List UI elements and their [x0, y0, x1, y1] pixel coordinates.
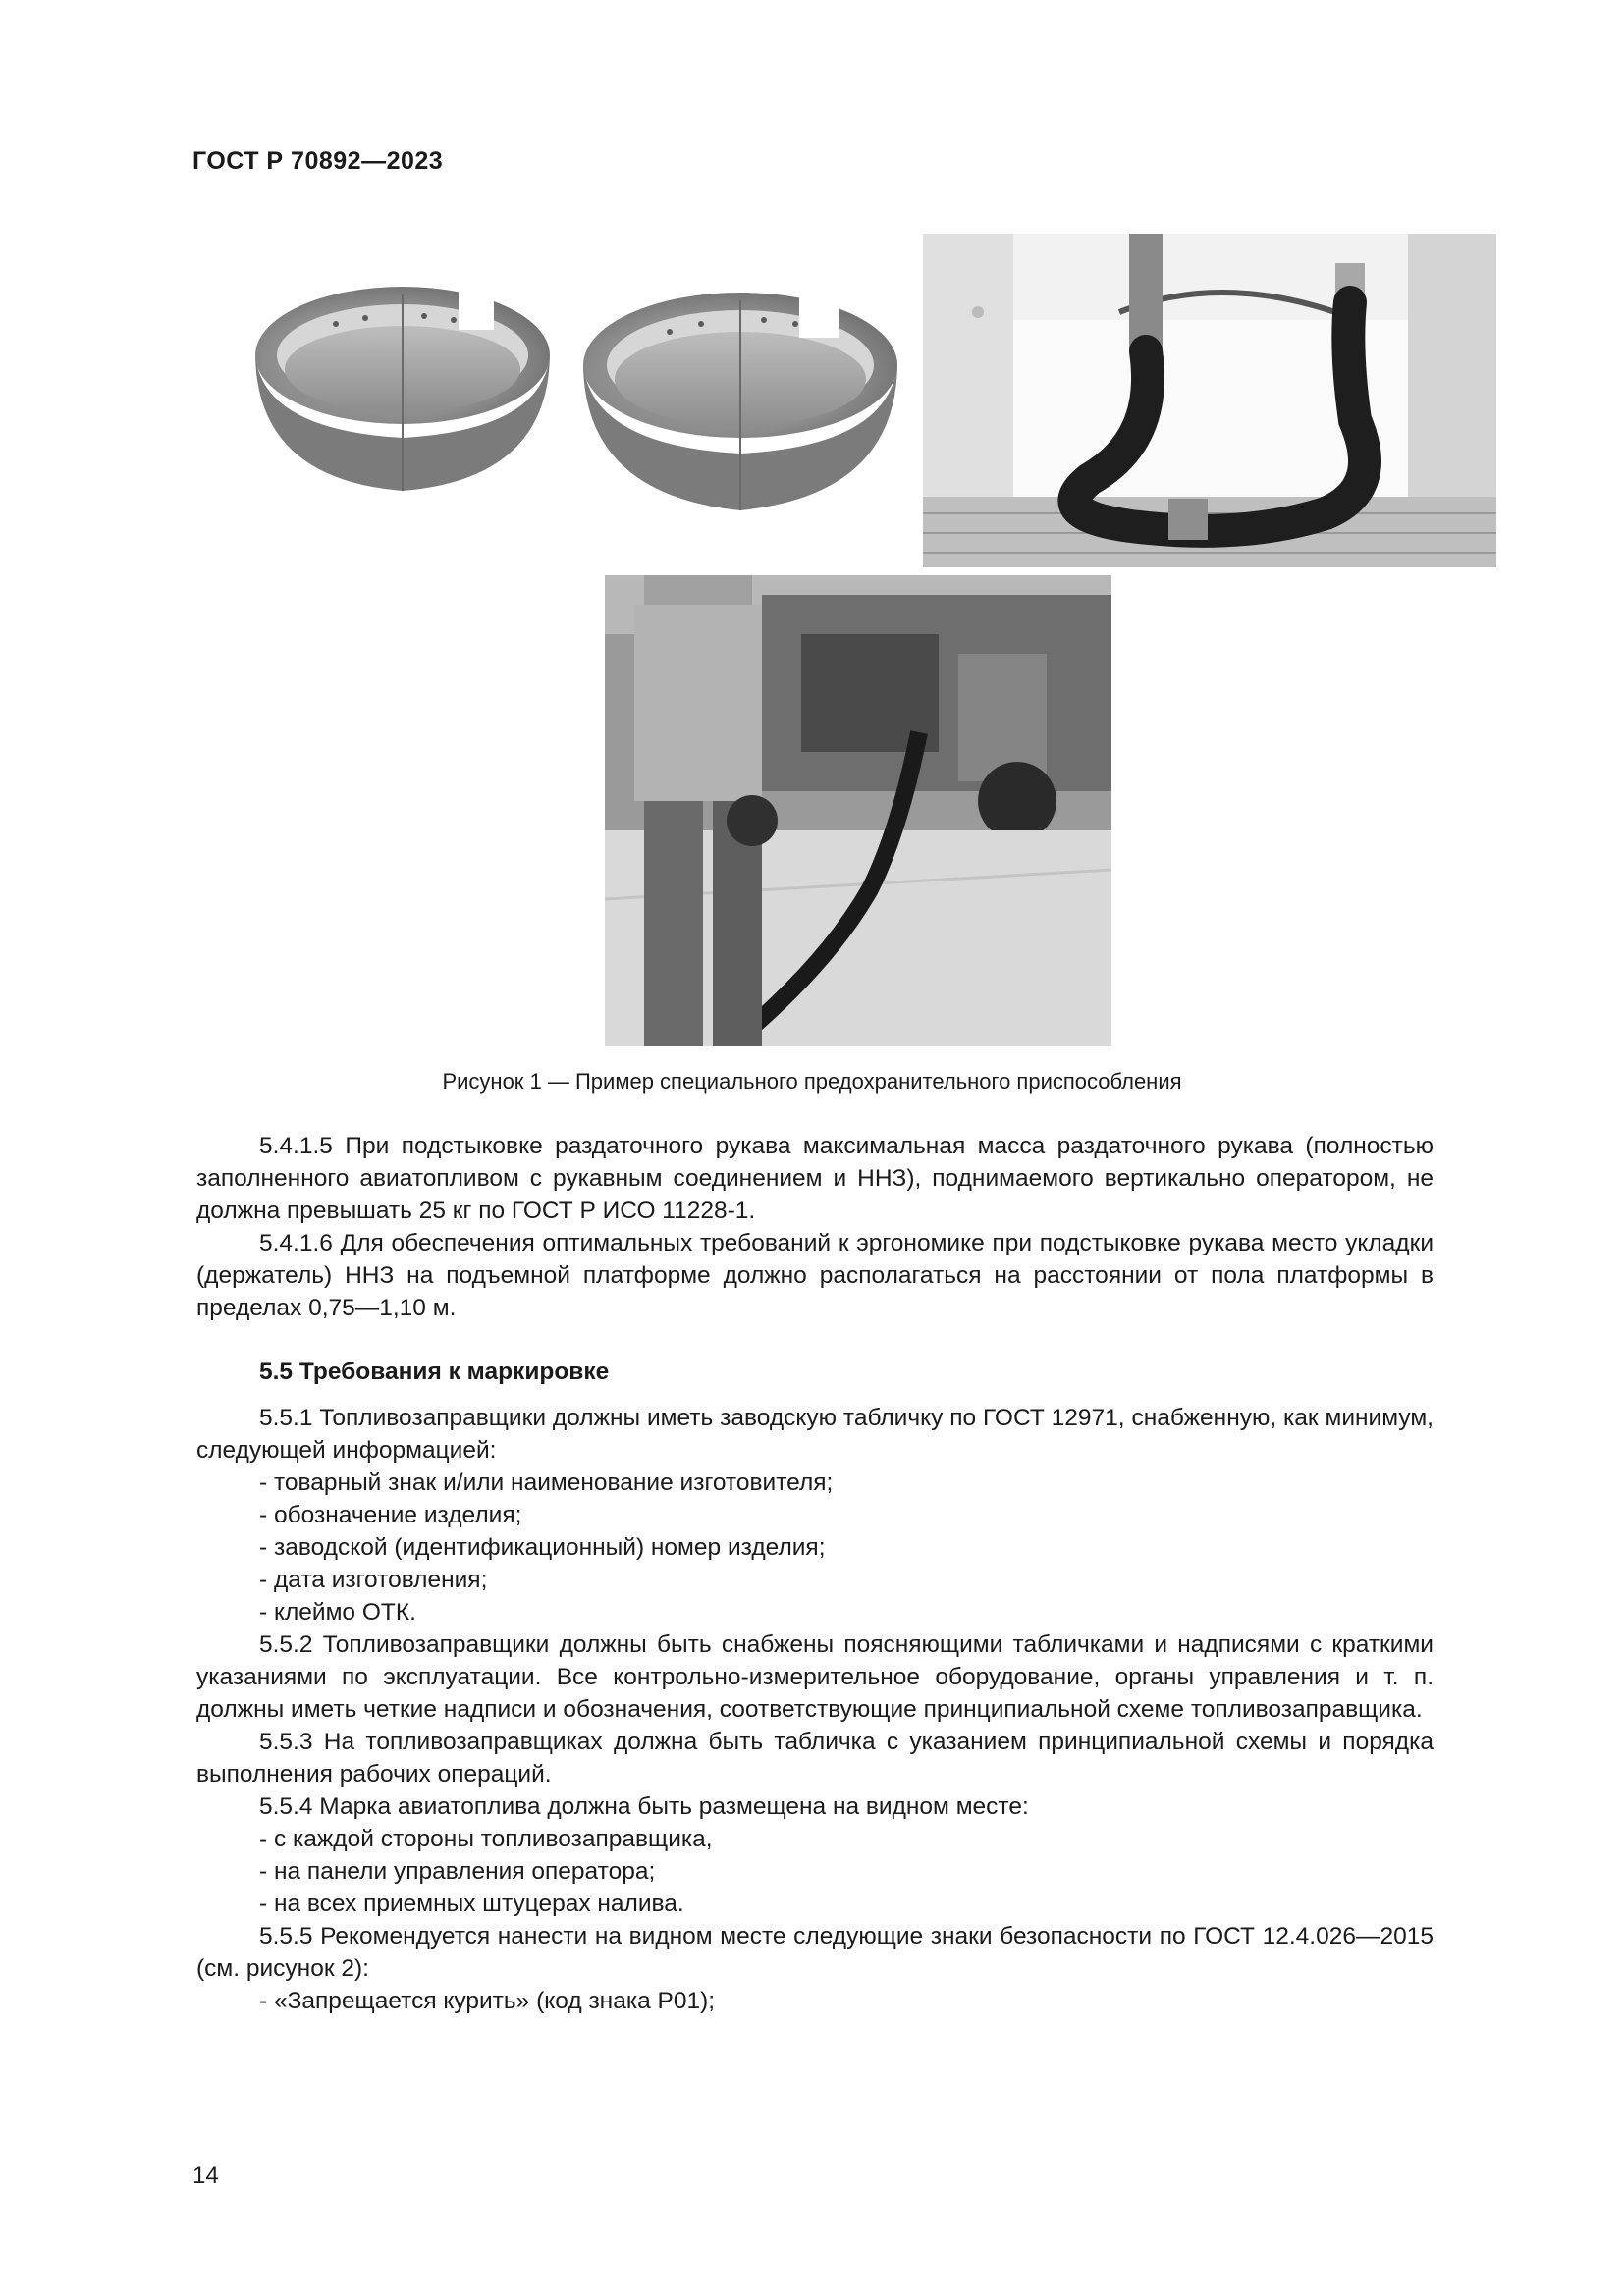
page-number: 14	[192, 2163, 219, 2189]
paragraph-5-5-5: 5.5.5 Рекомендуется нанести на видном месте следующие знаки безопасности по ГОСТ 12.4.026—2015 (см. рисунок 2):	[196, 1923, 1434, 1982]
list-item: - клеймо ОТК.	[196, 1596, 1434, 1629]
paragraph-5-5-3: 5.5.3 На топливозаправщиках должна быть табличка с указанием принципиальной схемы и порядка выполнения рабочих операций.	[196, 1729, 1434, 1788]
paragraph-5-4-1-6: 5.4.1.6 Для обеспечения оптимальных требований к эргономике при подстыковке рукава место укладки (держатель) ННЗ на подъемной платформе должно располагаться на расстоянии от пола платформы в пределах 0,75—1,10 м.	[196, 1230, 1434, 1321]
section-heading-5-5: 5.5 Требования к маркировке	[259, 1359, 610, 1385]
paragraph-5-5-4: 5.5.4 Марка авиатоплива должна быть размещена на видном месте:	[259, 1793, 1029, 1820]
list-item: - «Запрещается курить» (код знака Р01);	[196, 1985, 1434, 2017]
paragraph-5-5-1: 5.5.1 Топливозаправщики должны иметь заводскую табличку по ГОСТ 12971, снабженную, как минимум, следующей информацией:	[196, 1405, 1434, 1464]
list-item: - на всех приемных штуцерах налива.	[196, 1888, 1434, 1920]
list-item: - обозначение изделия;	[196, 1499, 1434, 1531]
list-item: - товарный знак и/или наименование изготовителя;	[196, 1467, 1434, 1499]
paragraph-5-5-2: 5.5.2 Топливозаправщики должны быть снабжены поясняющими табличками и надписями с краткими указаниями по эксплуатации. Все контрольно-измерительное оборудование, органы управления и т. п. должны иметь четкие надписи и обозначения, соответствующие принципиальной схеме топливозаправщика.	[196, 1631, 1434, 1723]
photo-hose-on-platform	[923, 234, 1496, 567]
photo-protective-rings	[228, 234, 905, 565]
list-item: - дата изготовления;	[196, 1564, 1434, 1596]
figure-caption: Рисунок 1 — Пример специального предохранительного приспособления	[442, 1069, 1182, 1094]
list-item: - на панели управления оператора;	[196, 1855, 1434, 1888]
body-text	[196, 1130, 1434, 2017]
list-item: - с каждой стороны топливозаправщика,	[196, 1823, 1434, 1855]
standard-header: ГОСТ Р 70892—2023	[192, 147, 444, 175]
photo-operator-with-hose	[605, 575, 1111, 1046]
paragraph-5-4-1-5: 5.4.1.5 При подстыковке раздаточного рукава максимальная масса раздаточного рукава (полностью заполненного авиатопливом с рукавным соединением и ННЗ), поднимаемого вертикально оператором, не должна превышать 25 кг по ГОСТ Р ИСО 11228-1.	[196, 1133, 1434, 1224]
list-item: - заводской (идентификационный) номер изделия;	[196, 1531, 1434, 1564]
